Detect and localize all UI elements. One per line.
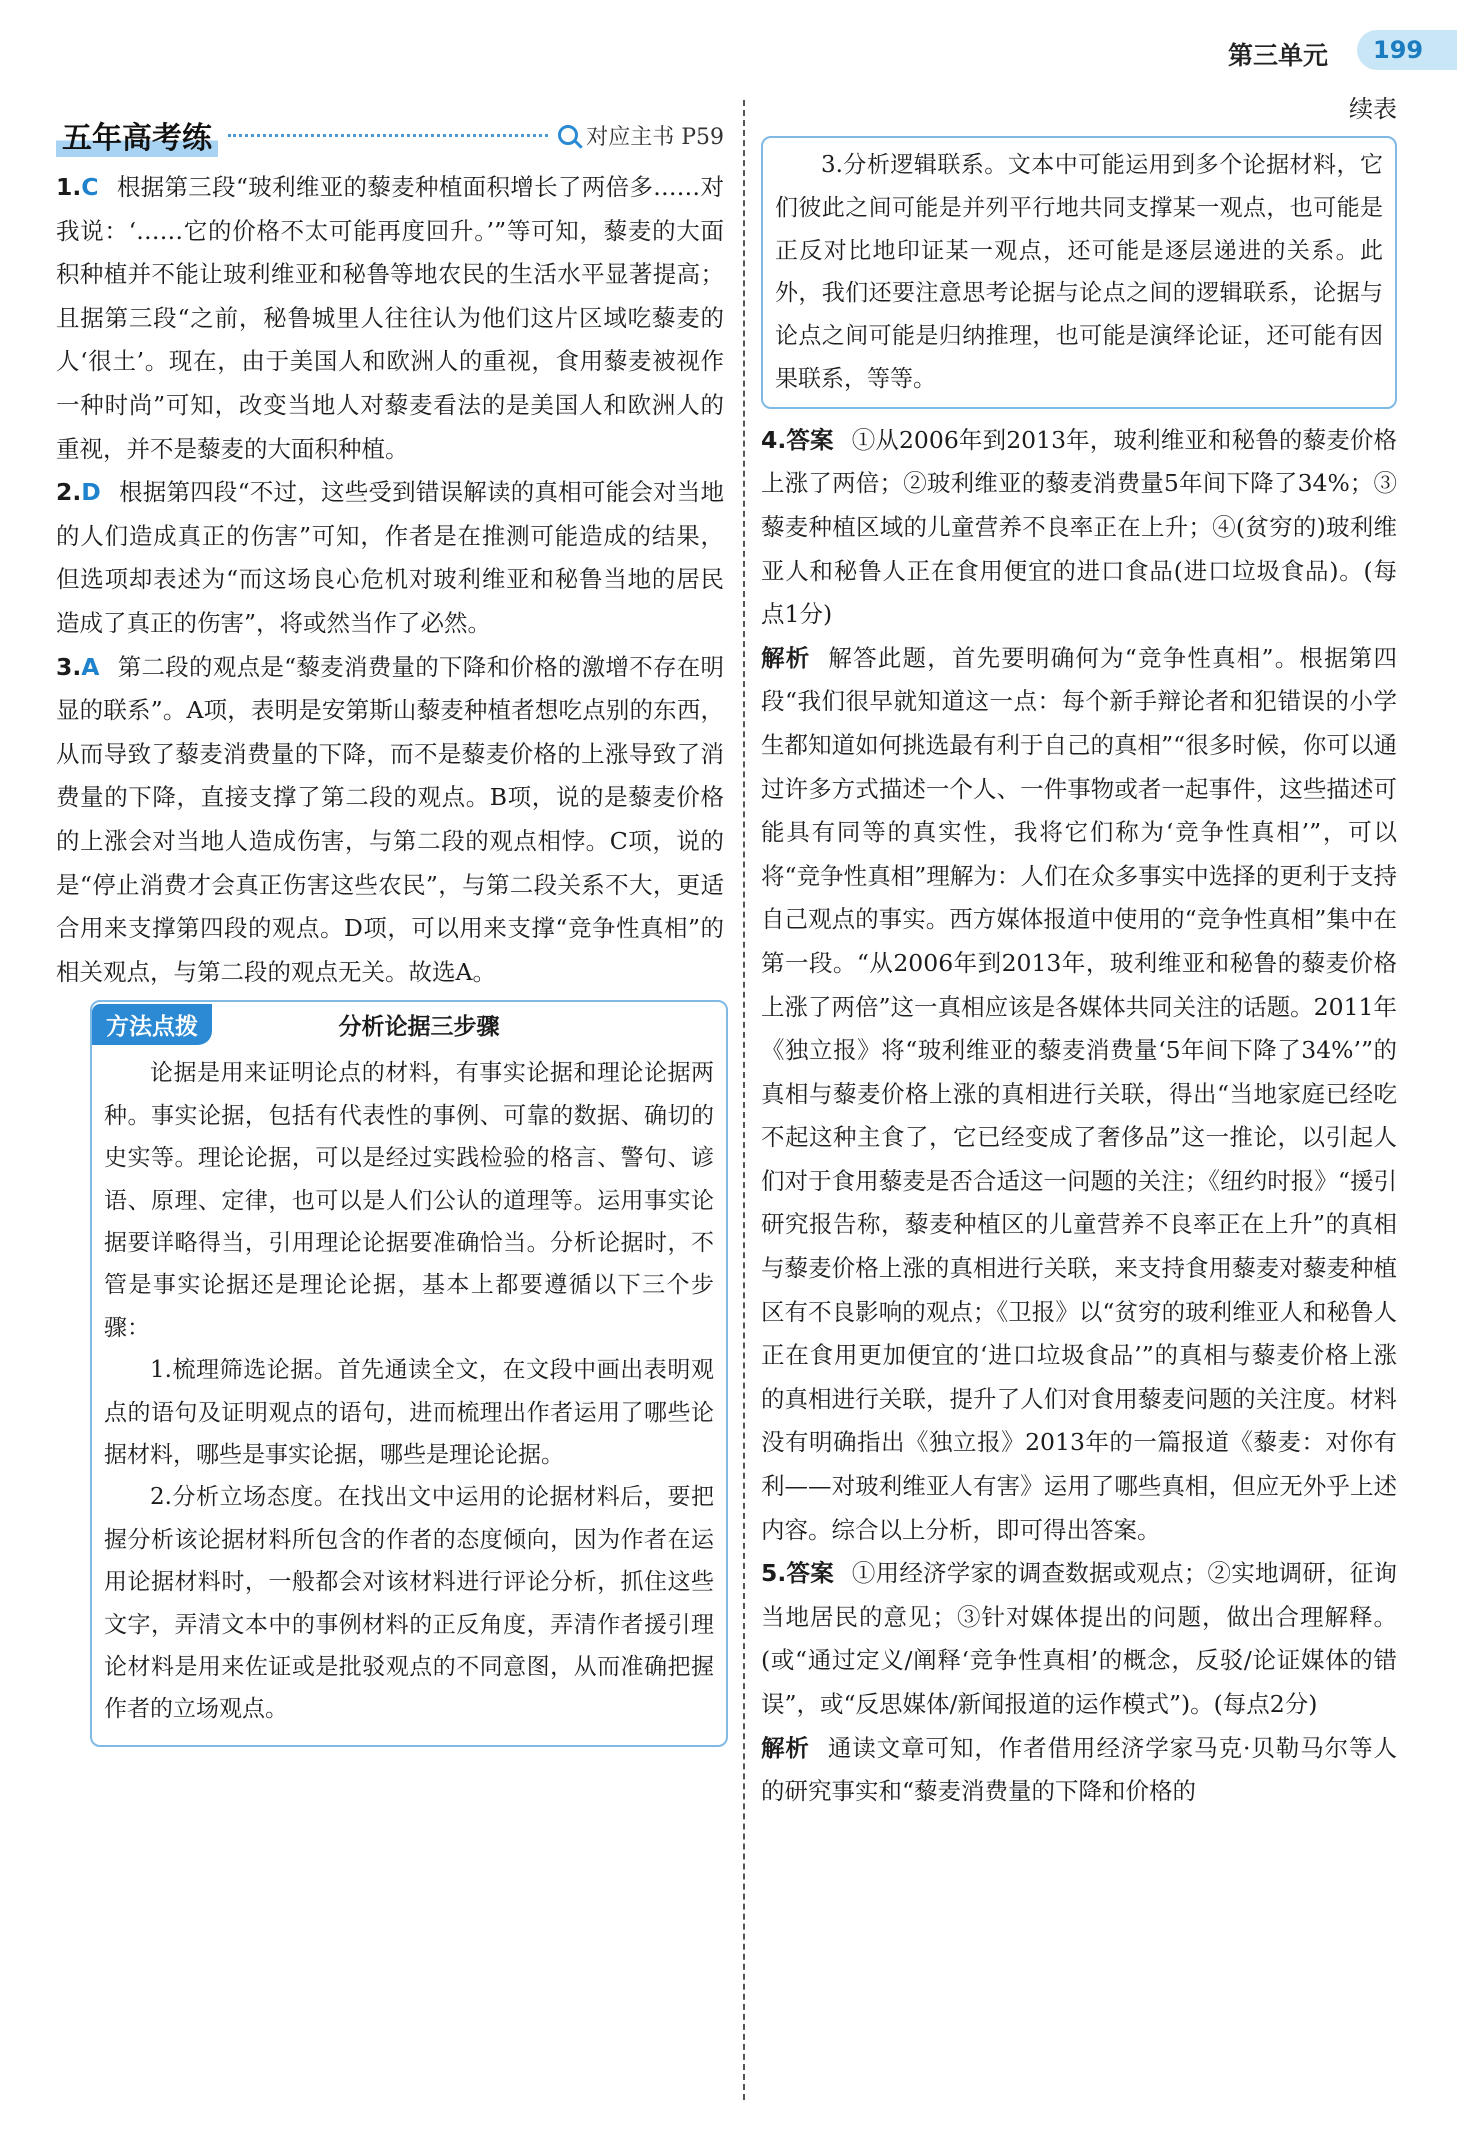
- answer-text: ①用经济学家的调查数据或观点；②实地调研，征询当地居民的意见；③针对媒体提出的问题，做出合理解释。(或“通过定义/阐释‘竞争性真相’的概念，反驳/论证媒体的错误”，或“反思媒体/新闻报道的运作模式”)。(每点2分): [761, 1559, 1398, 1718]
- question-number: 1.: [56, 173, 82, 201]
- column-divider: [743, 100, 745, 2100]
- method-continuation-box: [761, 136, 1397, 409]
- section-header: [56, 110, 724, 160]
- explanation: 第二段的观点是“藜麦消费量的下降和价格的激增不存在明显的联系”。A项，表明是安第斯山藜麦种植者想吃点别的东西，从而导致了藜麦消费量的下降，而不是藜麦价格的上涨导致了消费量的下降，直接支撑了第二段的观点。B项，说的是藜麦价格的上涨会对当地人造成伤害，与第二段的观点相悖。C项，说的是“停止消费才会真正伤害这些农民”，与第二段关系不大，更适合用来支撑第四段的观点。D项，可以用来支撑“竞争性真相”的相关观点，与第二段的观点无关。故选A。: [56, 652, 724, 986]
- analysis-text: 通读文章可知，作者借用经济学家马克·贝勒马尔等人的研究事实和“藜麦消费量的下降和价格的: [761, 1733, 1397, 1806]
- answer-label: 答案: [786, 425, 834, 454]
- question-3: [56, 646, 724, 995]
- analysis-label: 解析: [761, 1733, 810, 1762]
- main-book-reference[interactable]: [558, 120, 724, 151]
- question-4-analysis: [761, 637, 1397, 1552]
- continued-label: 续表: [1349, 95, 1397, 123]
- page-number-badge: 199: [1357, 30, 1457, 70]
- answer-label: 答案: [786, 1559, 834, 1588]
- answer-text: ①从2006年到2013年，玻利维亚和秘鲁的藜麦价格上涨了两倍；②玻利维亚的藜麦消费量5年间下降了34%；③藜麦种植区域的儿童营养不良率正在上升；④(贫穷的)玻利维亚人和秘鲁人正在食用便宜的进口食品(进口垃圾食品)。(每点1分): [761, 425, 1397, 629]
- answer-letter: A: [81, 652, 100, 681]
- answer-letter: C: [81, 173, 99, 201]
- question-number: 2.: [56, 478, 82, 507]
- method-header: [92, 1002, 726, 1046]
- question-5-answer: [761, 1552, 1397, 1726]
- method-step-3: 3.分析逻辑联系。文本中可能运用到多个论据材料，它们彼此之间可能是并列平行地共同支撑某一观点，也可能是正反对比地印证某一观点，还可能是逐层递进的关系。此外，我们还要注意思考论据与论点之间的逻辑联系，论据与论点之间可能是归纳推理，也可能是演绎论证，还可能有因果联系，等等。: [775, 152, 1383, 392]
- analysis-text: 解答此题，首先要明确何为“竞争性真相”。根据第四段“我们很早就知道这一点：每个新手辩论者和犯错误的小学生都知道如何挑选最有利于自己的真相”“很多时候，你可以通过许多方式描述一个人、一件事物或者一起事件，这些描述可能具有同等的真实性，我将它们称为‘竞争性真相’”，可以将“竞争性真相”理解为：人们在众多事实中选择的更利于支持自己观点的事实。西方媒体报道中使用的“竞争性真相”集中在第一段。“从2006年到2013年，玻利维亚和秘鲁的藜麦价格上涨了两倍”这一真相应该是各媒体共同关注的话题。2011年《独立报》将“玻利维亚的藜麦消费量‘5年间下降了34%’”的真相与藜麦价格上涨的真相进行关联，得出“当地家庭已经吃不起这种主食了，它已经变成了奢侈品”这一推论，以引起人们对于食用藜麦是否合适这一问题的关注；《纽约时报》“援引研究报告称，藜麦种植区的儿童营养不良率正在上升”的真相与藜麦价格上涨的真相进行关联，来支持食用藜麦对藜麦种植区有不良影响的观点；《卫报》以“贫穷的玻利维亚人和秘鲁人正在食用更加便宜的‘进口垃圾食品’”的真相与藜麦价格上涨的真相进行关联，提升了人们对食用藜麦问题的关注度。材料没有明确指出《独立报》2013年的一篇报道《藜麦：对你有利——对玻利维亚人有害》运用了哪些真相，但应无外乎上述内容。综合以上分析，即可得出答案。: [761, 643, 1398, 1544]
- answer-letter: D: [81, 478, 101, 507]
- method-step-2: 2.分析立场态度。在找出文中运用的论据材料后，要把握分析该论据材料所包含的作者的态度倾向，因为作者在运用论据材料时，一般都会对该材料进行评论分析，抓住这些文字，弄清文本中的事例材料的正反角度，弄清作者援引理论材料是用来佐证或是批驳观点的不同意图，从而准确把握作者的立场观点。: [104, 1484, 714, 1723]
- question-2: [56, 471, 724, 645]
- reference-text: 对应主书 P59: [586, 124, 724, 150]
- method-title: 分析论据三步骤: [338, 1013, 500, 1040]
- question-1: [56, 166, 724, 471]
- analysis-label: 解析: [761, 643, 811, 672]
- dotted-rule: [228, 134, 548, 137]
- unit-title: 第三单元: [1228, 41, 1329, 70]
- method-step-1: 1.梳理筛选论据。首先通读全文，在文段中画出表明观点的语句及证明观点的语句，进而梳理出作者运用了哪些论据材料，哪些是事实论据，哪些是理论论据。: [104, 1357, 714, 1468]
- question-number: 5.: [761, 1559, 787, 1588]
- explanation: 根据第三段“玻利维亚的藜麦种植面积增长了两倍多……对我说：‘……它的价格不太可能再度回升。’”等可知，藜麦的大面积种植并不能让玻利维亚和秘鲁等地农民的生活水平显著提高；且据第三段“之前，秘鲁城里人往往认为他们这片区域吃藜麦的人‘很土’。现在，由于美国人和欧洲人的重视，食用藜麦被视作一种时尚”可知，改变当地人对藜麦看法的是美国人和欧洲人的重视，并不是藜麦的大面积种植。: [56, 173, 724, 463]
- question-4-answer: [761, 419, 1397, 637]
- method-tips-box: [90, 1000, 728, 1747]
- method-intro: 论据是用来证明论点的材料，有事实论据和理论论据两种。事实论据，包括有代表性的事例、可靠的数据、确切的史实等。理论论据，可以是经过实践检验的格言、警句、谚语、原理、定律，也可以是人们公认的道理等。运用事实论据要详略得当，引用理论论据要准确恰当。分析论据时，不管是事实论据还是理论论据，基本上都要遵循以下三个步骤：: [104, 1060, 714, 1341]
- question-5-analysis: [761, 1727, 1397, 1814]
- section-title: 五年高考练: [56, 113, 218, 157]
- explanation: 根据第四段“不过，这些受到错误解读的真相可能会对当地的人们造成真正的伤害”可知，作者是在推测可能造成的结果，但选项却表述为“而这场良心危机对玻利维亚和秘鲁当地的居民造成了真正的伤害”，将或然当作了必然。: [56, 478, 724, 637]
- right-column: [761, 90, 1397, 1814]
- method-tag: 方法点拨: [92, 1004, 212, 1045]
- search-icon: [558, 125, 578, 145]
- question-number: 3.: [56, 652, 82, 681]
- question-number: 4.: [761, 425, 787, 454]
- left-column: [56, 110, 724, 1747]
